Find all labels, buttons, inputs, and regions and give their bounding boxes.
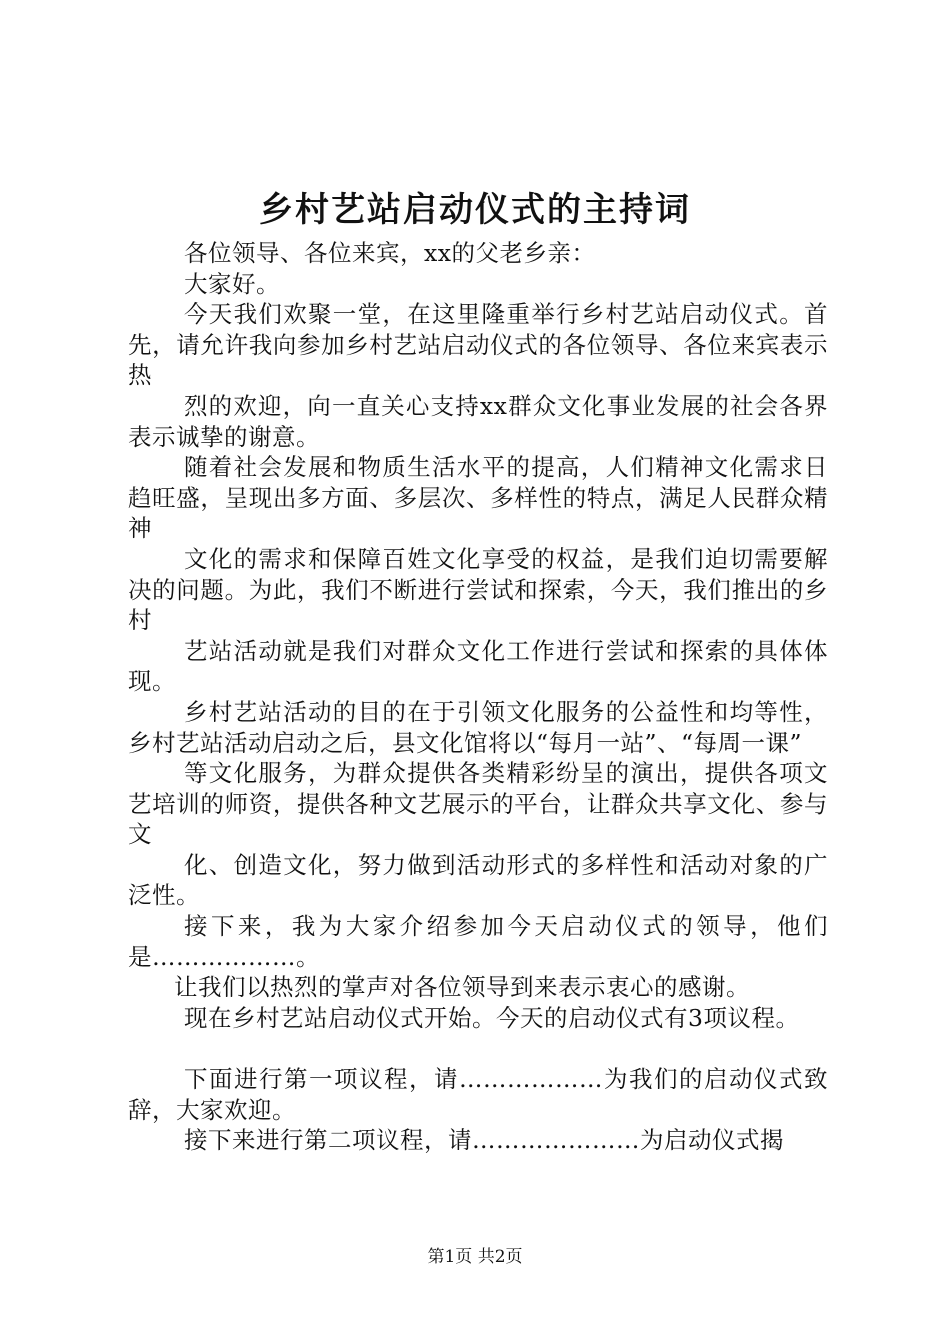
blank-line	[128, 1033, 828, 1064]
paragraph-agenda-one: 下面进行第一项议程，请………………为我们的启动仪式致辞，大家欢迎。	[128, 1065, 828, 1124]
paragraph-greeting: 各位领导、各位来宾，xx的父老乡亲：	[184, 239, 596, 267]
paragraph-background: 随着社会发展和物质生活水平的提高，人们精神文化需求日趋旺盛，呈现出多方面、多层次、多样性的特点，满足人民群众精神	[128, 453, 828, 543]
paragraph-activity: 艺站活动就是我们对群众文化工作进行尝试和探索的具体体现。	[128, 636, 828, 696]
document-body	[128, 238, 828, 1156]
paragraph-needs: 文化的需求和保障百姓文化享受的权益，是我们迫切需要解决的问题。为此，我们不断进行尝试和探索，今天，我们推出的乡村	[128, 544, 828, 635]
paragraph-thanks: 烈的欢迎，向一直关心支持xx群众文化事业发展的社会各界表示诚挚的谢意。	[128, 391, 828, 451]
page-footer: 第1页 共2页	[427, 1247, 523, 1267]
paragraph-hello: 大家好。	[184, 269, 280, 298]
paragraph-welcome: 今天我们欢聚一堂，在这里隆重举行乡村艺站启动仪式。首先，请允许我向参加乡村艺站启动仪式的各位领导、各位来宾表示热	[128, 300, 828, 390]
paragraph-ceremony-start: 现在乡村艺站启动仪式开始。今天的启动仪式有3项议程。	[184, 1003, 800, 1032]
paragraph-introduce-leaders: 接下来，我为大家介绍参加今天启动仪式的领导，他们是………………。	[128, 912, 828, 971]
paragraph-applause: 让我们以热烈的掌声对各位领导到来表示衷心的感谢。	[174, 973, 750, 1002]
paragraph-agenda-two: 接下来进行第二项议程，请…………………为启动仪式揭	[184, 1126, 784, 1155]
paragraph-purpose: 乡村艺站活动的目的在于引领文化服务的公益性和均等性，乡村艺站活动启动之后，县文化馆将以“每月一站”、“每周一课”	[128, 697, 828, 757]
paragraph-services: 等文化服务，为群众提供各类精彩纷呈的演出，提供各项文艺培训的师资，提供各种文艺展示的平台，让群众共享文化、参与文	[128, 759, 828, 849]
document-title: 乡村艺站启动仪式的主持词	[259, 190, 691, 230]
paragraph-diversity: 化、创造文化，努力做到活动形式的多样性和活动对象的广泛性。	[128, 850, 828, 910]
